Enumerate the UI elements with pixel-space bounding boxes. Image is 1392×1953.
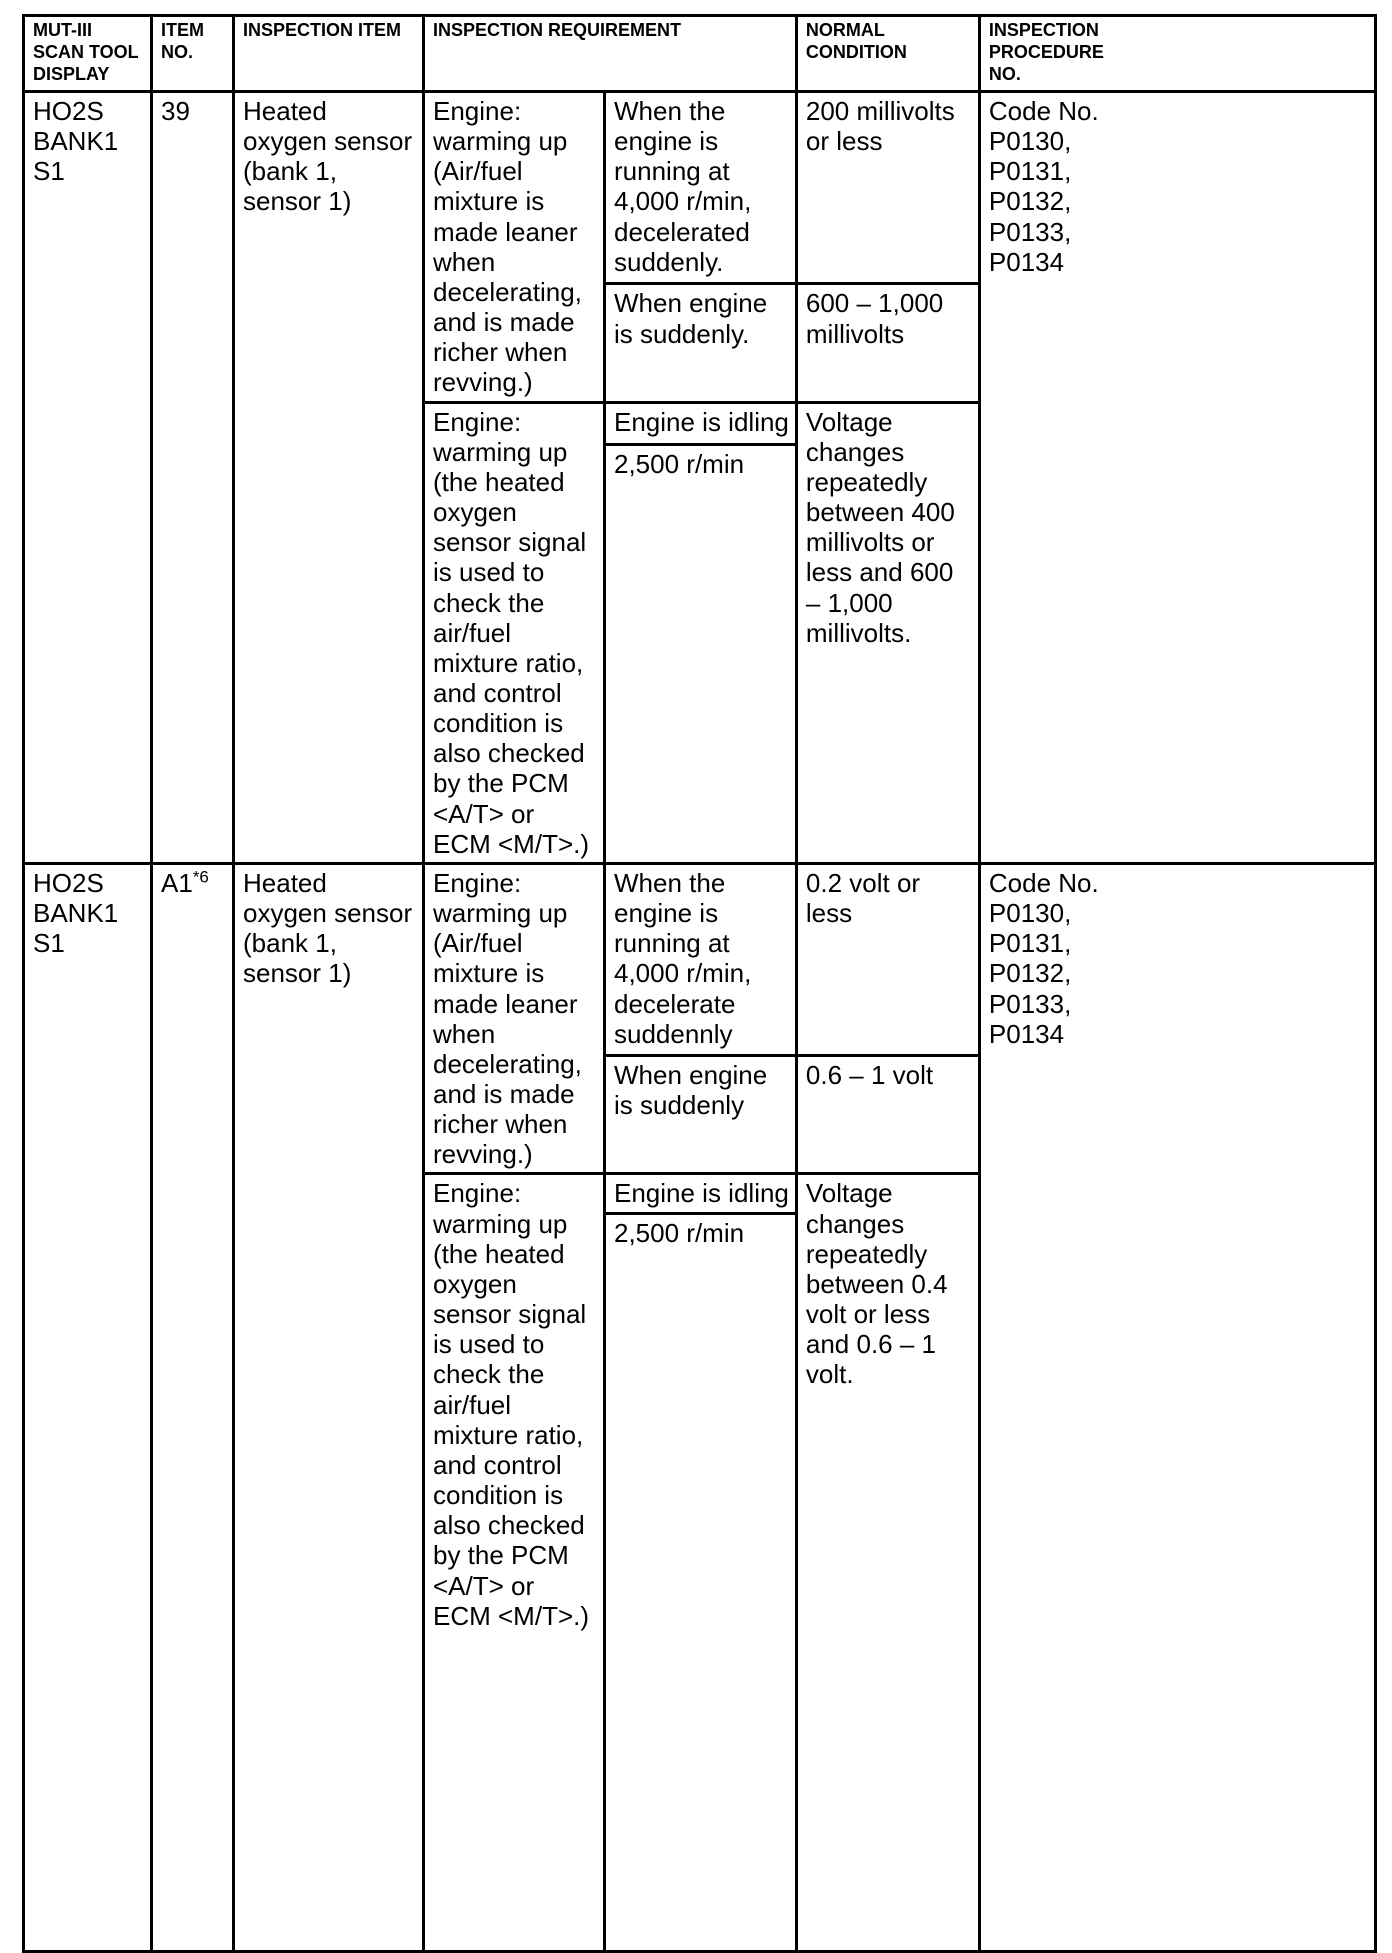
header-row [24, 16, 1376, 92]
cell-scan-tool-display: HO2S BANK1 S1 [24, 863, 152, 1951]
inspection-table [22, 14, 1377, 1953]
cell-normal-condition-2: 0.6 – 1 volt [796, 1056, 979, 1174]
item-no-text: A1 [161, 867, 193, 898]
item-no-superscript: *6 [192, 867, 209, 887]
cell-requirement-b-condition-2: 2,500 r/min [605, 445, 797, 864]
table-row [24, 92, 1376, 284]
cell-requirement-a-condition-2: When engine is suddenly. [605, 284, 797, 402]
cell-inspection-procedure [979, 863, 1375, 1951]
table-row [24, 863, 1376, 1055]
cell-requirement-b-condition-1: Engine is idling [605, 1174, 797, 1213]
header-scan-tool-display: MUT-III SCAN TOOL DISPLAY [24, 16, 152, 92]
cell-requirement-a-condition-1: When the engine is running at 4,000 r/min, decelerated suddenly. [605, 92, 797, 284]
header-item-no: ITEM NO. [152, 16, 234, 92]
header-inspection-item: INSPECTION ITEM [234, 16, 424, 92]
cell-normal-condition-1: 0.2 volt or less [796, 863, 979, 1055]
cell-normal-condition-2: 600 – 1,000 millivolts [796, 284, 979, 402]
header-inspection-procedure-no [979, 16, 1375, 92]
cell-inspection-item: Heated oxygen sensor (bank 1, sensor 1) [234, 92, 424, 864]
cell-inspection-item: Heated oxygen sensor (bank 1, sensor 1) [234, 863, 424, 1951]
cell-item-no [152, 863, 234, 1951]
cell-requirement-a-condition-1: When the engine is running at 4,000 r/min, decelerate suddennly [605, 863, 797, 1055]
cell-requirement-a-condition-2: When engine is suddenly [605, 1056, 797, 1174]
cell-normal-condition-3: Voltage changes repeatedly between 400 millivolts or less and 600 – 1,000 millivolts. [796, 402, 979, 863]
header-inspection-procedure-no-label: INSPECTION PROCEDURE NO. [988, 20, 1104, 84]
header-inspection-requirement: INSPECTION REQUIREMENT [424, 16, 797, 92]
cell-requirement-b: Engine: warming up (the heated oxygen sensor signal is used to check the air/fuel mixture ratio, and control condition is also checked by the PCM <A/T> or ECM <M/T>.) [424, 402, 605, 863]
cell-normal-condition-1: 200 millivolts or less [796, 92, 979, 284]
cell-requirement-a: Engine: warming up (Air/fuel mixture is made leaner when decelerating, and is made richer when revving.) [424, 92, 605, 403]
procedure-codes: Code No. P0130, P0131, P0132, P0133, P0134 [988, 96, 1099, 277]
cell-normal-condition-3: Voltage changes repeatedly between 0.4 volt or less and 0.6 – 1 volt. [796, 1174, 979, 1951]
cell-item-no [152, 92, 234, 864]
cell-requirement-b-condition-2: 2,500 r/min [605, 1213, 797, 1951]
header-normal-condition [796, 16, 979, 92]
cell-requirement-b: Engine: warming up (the heated oxygen sensor signal is used to check the air/fuel mixture ratio, and control condition is also checked by the PCM <A/T> or ECM <M/T>.) [424, 1174, 605, 1951]
procedure-codes: Code No. P0130, P0131, P0132, P0133, P0134 [988, 867, 1099, 1049]
cell-inspection-procedure [979, 92, 1375, 864]
cell-requirement-a: Engine: warming up (Air/fuel mixture is made leaner when decelerating, and is made richer when revving.) [424, 863, 605, 1174]
cell-scan-tool-display: HO2S BANK1 S1 [24, 92, 152, 864]
cell-requirement-b-condition-1: Engine is idling [605, 402, 797, 445]
header-normal-condition-label: NORMAL CONDITION [805, 20, 907, 62]
item-no-text: 39 [161, 96, 190, 126]
